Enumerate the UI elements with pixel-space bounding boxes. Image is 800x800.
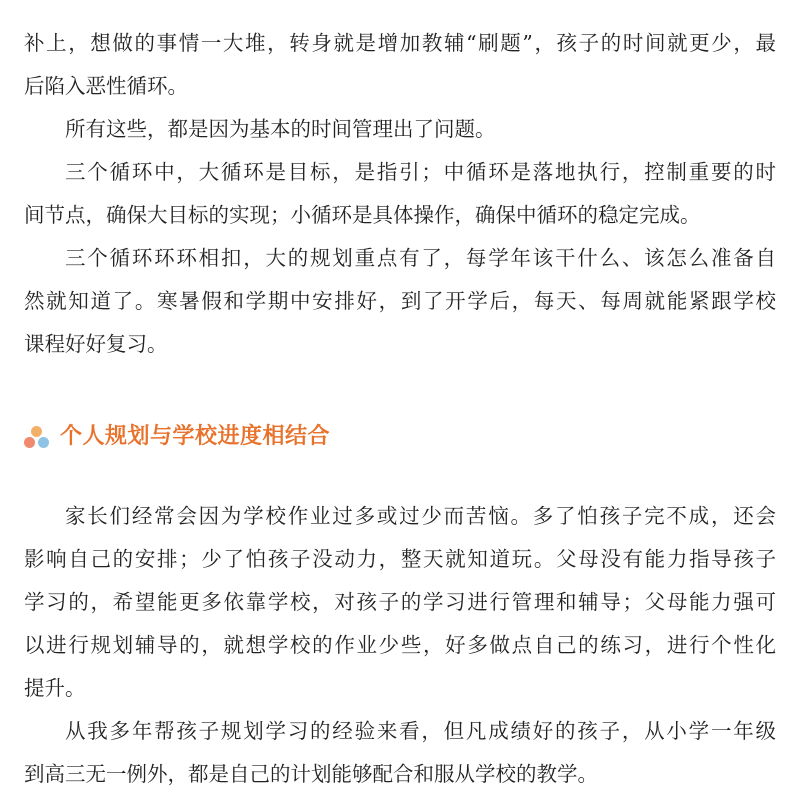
text-line: 影响自己的安排；少了怕孩子没动力，整天就知道玩。父母没有能力指导孩子	[24, 547, 776, 571]
text-line: 课程好好复习。	[24, 332, 168, 356]
dot-icon	[31, 426, 42, 437]
text-line: 提升。	[24, 676, 86, 700]
text-line: 到高三无一例外，都是自己的计划能够配合和服从学校的教学。	[24, 762, 598, 786]
section-heading	[22, 420, 330, 454]
text-line: 三个循环环环相扣，大的规划重点有了，每学年该干什么、该怎么准备自	[65, 246, 776, 270]
text-line: 后陷入恶性循环。	[24, 74, 188, 98]
text-line: 补上，想做的事情一大堆，转身就是增加教辅“刷题”，孩子的时间就更少，最	[24, 31, 776, 55]
text-line: 然就知道了。寒暑假和学期中安排好，到了开学后，每天、每周就能紧跟学校	[24, 289, 776, 313]
text-line: 家长们经常会因为学校作业过多或过少而苦恼。多了怕孩子完不成，还会	[65, 504, 776, 528]
text-line: 从我多年帮孩子规划学习的经验来看，但凡成绩好的孩子，从小学一年级	[65, 719, 776, 743]
text-line: 间节点，确保大目标的实现；小循环是具体操作，确保中循环的稳定完成。	[24, 203, 701, 227]
dot-icon	[38, 437, 49, 448]
text-line: 以进行规划辅导的，就想学校的作业少些，好多做点自己的练习，进行个性化	[24, 633, 776, 657]
text-line: 三个循环中，大循环是目标，是指引；中循环是落地执行，控制重要的时	[65, 160, 776, 184]
dot-icon	[24, 437, 35, 448]
text-line: 所有这些，都是因为基本的时间管理出了问题。	[65, 117, 496, 141]
section-title: 个人规划与学校进度相结合	[60, 424, 331, 449]
three-dots-icon	[22, 422, 52, 452]
text-line: 学习的，希望能更多依靠学校，对孩子的学习进行管理和辅导；父母能力强可	[24, 590, 776, 614]
